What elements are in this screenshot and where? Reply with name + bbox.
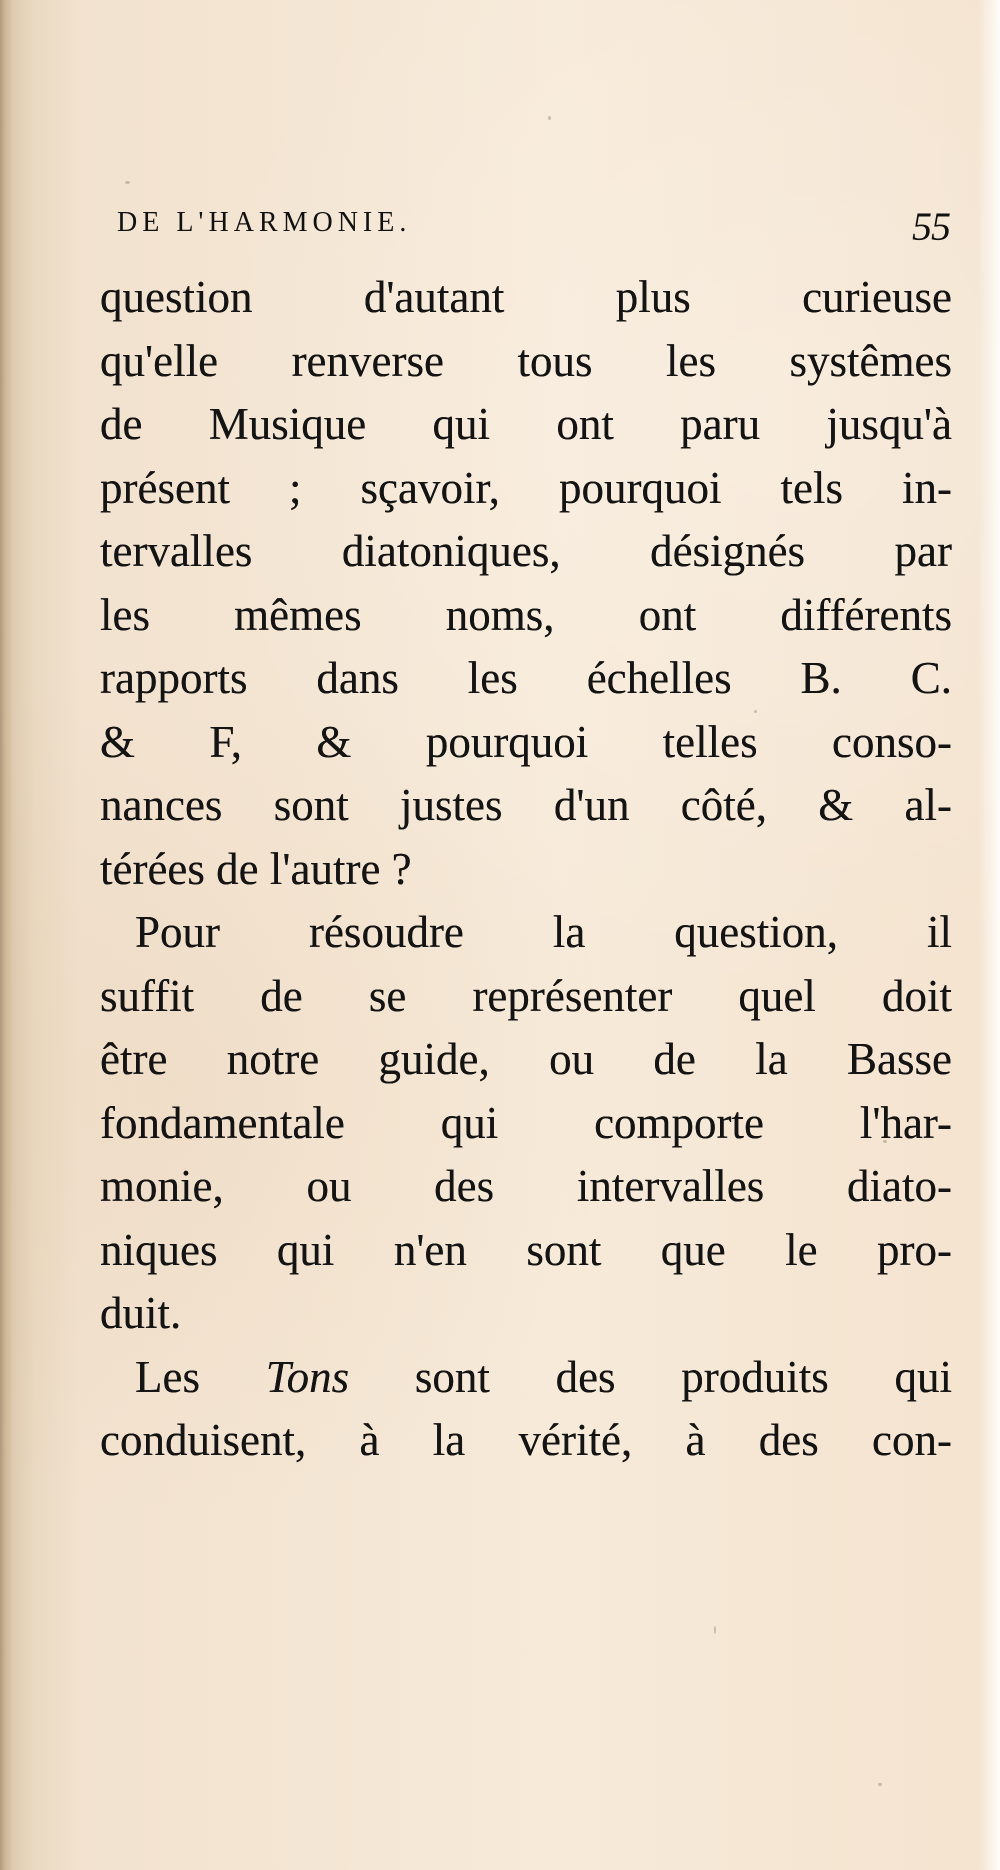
paper-speck <box>548 116 551 120</box>
running-title: DE L'HARMONIE. <box>117 207 412 238</box>
line-fragment: sont des produits qui <box>349 1351 952 1402</box>
text-line: les mêmes noms, ont différents <box>100 589 952 640</box>
text-line: de Musique qui ont paru jusqu'à <box>100 399 952 449</box>
paper-speck <box>714 1626 716 1634</box>
text-line: suffit de se représenter quel doit <box>100 970 952 1021</box>
text-line: térées de l'autre ? <box>100 843 412 894</box>
paper-speck <box>125 181 130 184</box>
text-line: nances sont justes d'un côté, & al- <box>100 780 952 830</box>
text-line: qu'elle renverse tous les systêmes <box>100 335 952 386</box>
text-line: monie, ou des intervalles diato- <box>100 1161 952 1211</box>
paper-speck <box>878 1783 882 1786</box>
text-line: duit. <box>100 1288 182 1338</box>
page-number: 55 <box>912 204 950 249</box>
italic-term: Tons <box>265 1351 350 1402</box>
body-text <box>100 266 952 1473</box>
paragraph-first-line <box>100 1346 952 1410</box>
text-line: question d'autant plus curieuse <box>100 272 952 322</box>
paragraph-first-line: Pour résoudre la question, il <box>135 907 952 957</box>
text-line: fondamentale qui comporte l'har- <box>100 1097 952 1148</box>
running-header <box>100 198 950 254</box>
text-line: rapports dans les échelles B. C. <box>100 653 952 703</box>
text-line: niques qui n'en sont que le pro- <box>100 1224 952 1275</box>
text-line: tervalles diatoniques, désignés par <box>100 526 952 576</box>
text-line: & F, & pourquoi telles conso- <box>100 716 952 767</box>
text-line: présent ; sçavoir, pourquoi tels in- <box>100 462 952 513</box>
text-line: être notre guide, ou de la Basse <box>100 1034 952 1084</box>
text-line: conduisent, à la vérité, à des con- <box>100 1415 952 1465</box>
line-fragment: Les <box>135 1351 266 1402</box>
